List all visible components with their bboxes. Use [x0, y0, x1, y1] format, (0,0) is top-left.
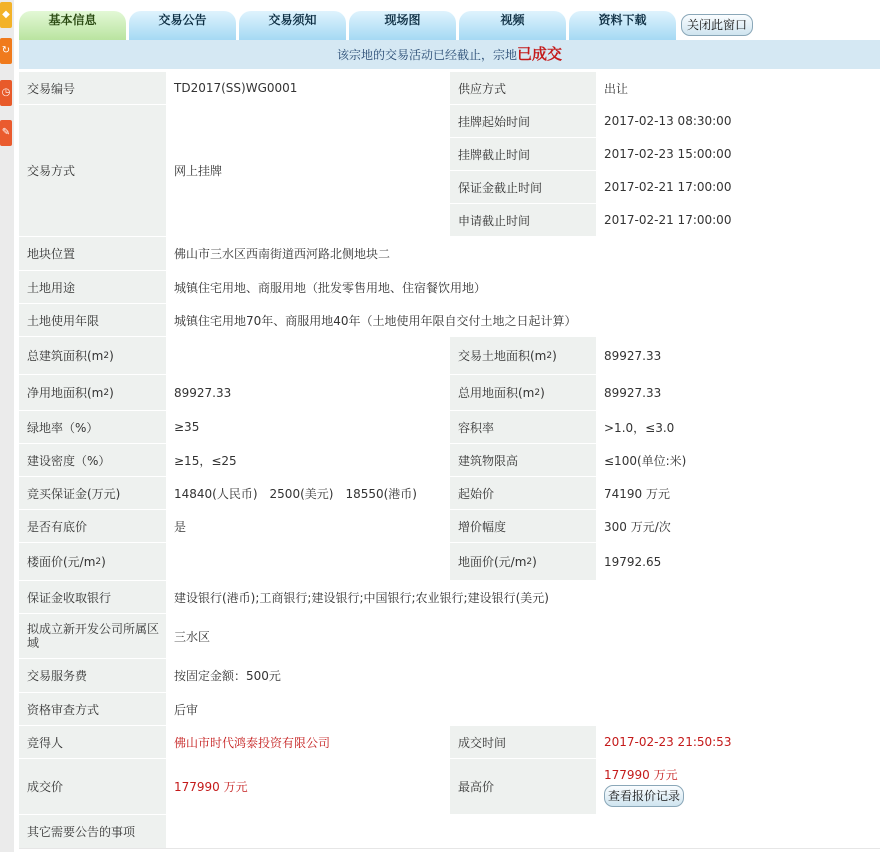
label-new-company-region: 拟成立新开发公司所属区域 [19, 614, 166, 658]
table-bottom-border [19, 848, 880, 849]
label-winner: 竞得人 [19, 726, 166, 758]
paren-close: ) [101, 554, 106, 569]
label-deposit-bank: 保证金收取银行 [19, 581, 166, 613]
label-green-rate: 绿地率（%） [19, 411, 166, 443]
value-listing-end: 2017-02-23 15:00:00 [596, 138, 880, 170]
value-green-rate: ≥35 [166, 411, 450, 443]
value-total-build-area [166, 337, 450, 374]
paren-close: ) [532, 554, 537, 569]
tag-icon[interactable]: ◆ [0, 2, 12, 28]
value-plot-ratio: >1.0，≤3.0 [596, 411, 880, 443]
label-trade-land-area-text: 交易土地面积(m [458, 349, 547, 363]
label-total-land-area-text: 总用地面积(m [458, 386, 535, 400]
tab-basic-info[interactable]: 基本信息 [19, 11, 126, 41]
value-trade-no: TD2017(SS)WG0001 [166, 72, 450, 104]
value-listing-start: 2017-02-13 08:30:00 [596, 105, 880, 137]
value-deposit-end: 2017-02-21 17:00:00 [596, 171, 880, 203]
paren-close: ) [540, 385, 545, 400]
label-land-use: 土地用途 [19, 271, 166, 303]
value-deal-time: 2017-02-23 21:50:53 [596, 726, 880, 758]
label-other: 其它需要公告的事项 [19, 815, 166, 848]
value-location: 佛山市三水区西南街道西河路北侧地块二 [166, 237, 880, 270]
label-listing-start: 挂牌起始时间 [450, 105, 596, 137]
label-net-land-area-text: 净用地面积(m [27, 386, 104, 400]
label-floor-price-text: 楼面价(元/m [27, 555, 96, 569]
value-supply: 出让 [596, 72, 880, 104]
refresh-icon[interactable]: ↻ [0, 38, 12, 64]
left-sidebar [0, 0, 14, 852]
label-max-price: 最高价 [450, 759, 596, 814]
value-apply-end: 2017-02-21 17:00:00 [596, 204, 880, 236]
value-max-price: 177990 万元 [604, 768, 678, 782]
value-floor-price [166, 543, 450, 580]
tab-downloads[interactable]: 资料下载 [569, 11, 676, 41]
label-increment: 增价幅度 [450, 510, 596, 542]
label-deposit-end: 保证金截止时间 [450, 171, 596, 203]
value-start-price: 74190 万元 [596, 477, 880, 509]
value-new-company-region: 三水区 [166, 614, 880, 658]
label-bid-deposit: 竞买保证金(万元) [19, 477, 166, 509]
label-build-density: 建设密度（%） [19, 444, 166, 476]
label-trade-method: 交易方式 [19, 105, 166, 236]
value-increment: 300 万元/次 [596, 510, 880, 542]
value-winner: 佛山市时代鸿泰投资有限公司 [166, 726, 450, 758]
value-land-use: 城镇住宅用地、商服用地（批发零售用地、住宿餐饮用地） [166, 271, 880, 303]
banner-text: 该宗地的交易活动已经截止，宗地 [336, 48, 517, 62]
label-total-build-area-text: 总建筑面积(m [27, 349, 104, 363]
label-location: 地块位置 [19, 237, 166, 270]
value-bid-deposit: 14840(人民币) 2500(美元) 18550(港币) [166, 477, 450, 509]
value-height-limit: ≤100(单位:米) [596, 444, 880, 476]
label-trade-no: 交易编号 [19, 72, 166, 104]
close-window-button[interactable]: 关闭此窗口 [681, 14, 753, 36]
edit-icon[interactable]: ✎ [0, 120, 12, 146]
paren-close: ) [109, 385, 114, 400]
label-land-term: 土地使用年限 [19, 304, 166, 336]
label-height-limit: 建筑物限高 [450, 444, 596, 476]
label-deal-time: 成交时间 [450, 726, 596, 758]
deal-status: 已成交 [517, 45, 563, 63]
label-deal-price: 成交价 [19, 759, 166, 814]
value-net-land-area: 89927.33 [166, 375, 450, 410]
view-bid-record-button[interactable]: 查看报价记录 [604, 785, 684, 807]
value-trade-land-area: 89927.33 [596, 337, 880, 374]
clock-icon[interactable]: ◷ [0, 80, 12, 106]
paren-close: ) [109, 348, 114, 363]
label-plot-ratio: 容积率 [450, 411, 596, 443]
value-deal-price: 177990 万元 [166, 759, 450, 814]
label-land-price-text: 地面价(元/m [458, 555, 527, 569]
label-floor-price: 楼面价(元/m 2 ) [19, 543, 166, 580]
label-apply-end: 申请截止时间 [450, 204, 596, 236]
value-deposit-bank: 建设银行(港币);工商银行;建设银行;中国银行;农业银行;建设银行(美元) [166, 581, 880, 613]
label-land-price: 地面价(元/m 2 ) [450, 543, 596, 580]
label-supply: 供应方式 [450, 72, 596, 104]
label-trade-land-area: 交易土地面积(m 2 ) [450, 337, 596, 374]
label-start-price: 起始价 [450, 477, 596, 509]
value-land-price: 19792.65 [596, 543, 880, 580]
tab-trade-notice[interactable]: 交易公告 [129, 11, 236, 41]
tab-trade-rules[interactable]: 交易须知 [239, 11, 346, 41]
value-reserve-price: 是 [166, 510, 450, 542]
value-service-fee: 按固定金额：500元 [166, 659, 880, 692]
value-total-land-area: 89927.33 [596, 375, 880, 410]
value-trade-method: 网上挂牌 [166, 105, 450, 236]
label-reserve-price: 是否有底价 [19, 510, 166, 542]
label-total-land-area: 总用地面积(m 2 ) [450, 375, 596, 410]
value-land-term: 城镇住宅用地70年、商服用地40年（土地使用年限自交付土地之日起计算） [166, 304, 880, 336]
value-build-density: ≥15，≤25 [166, 444, 450, 476]
value-review-method: 后审 [166, 693, 880, 725]
status-banner [19, 40, 880, 69]
label-net-land-area: 净用地面积(m 2 ) [19, 375, 166, 410]
value-max-price-cell [596, 759, 880, 814]
label-review-method: 资格审查方式 [19, 693, 166, 725]
tab-video[interactable]: 视频 [459, 11, 566, 41]
value-other [166, 815, 880, 848]
label-service-fee: 交易服务费 [19, 659, 166, 692]
paren-close: ) [552, 348, 557, 363]
tab-site-map[interactable]: 现场图 [349, 11, 456, 41]
label-listing-end: 挂牌截止时间 [450, 138, 596, 170]
label-total-build-area: 总建筑面积(m 2 ) [19, 337, 166, 374]
